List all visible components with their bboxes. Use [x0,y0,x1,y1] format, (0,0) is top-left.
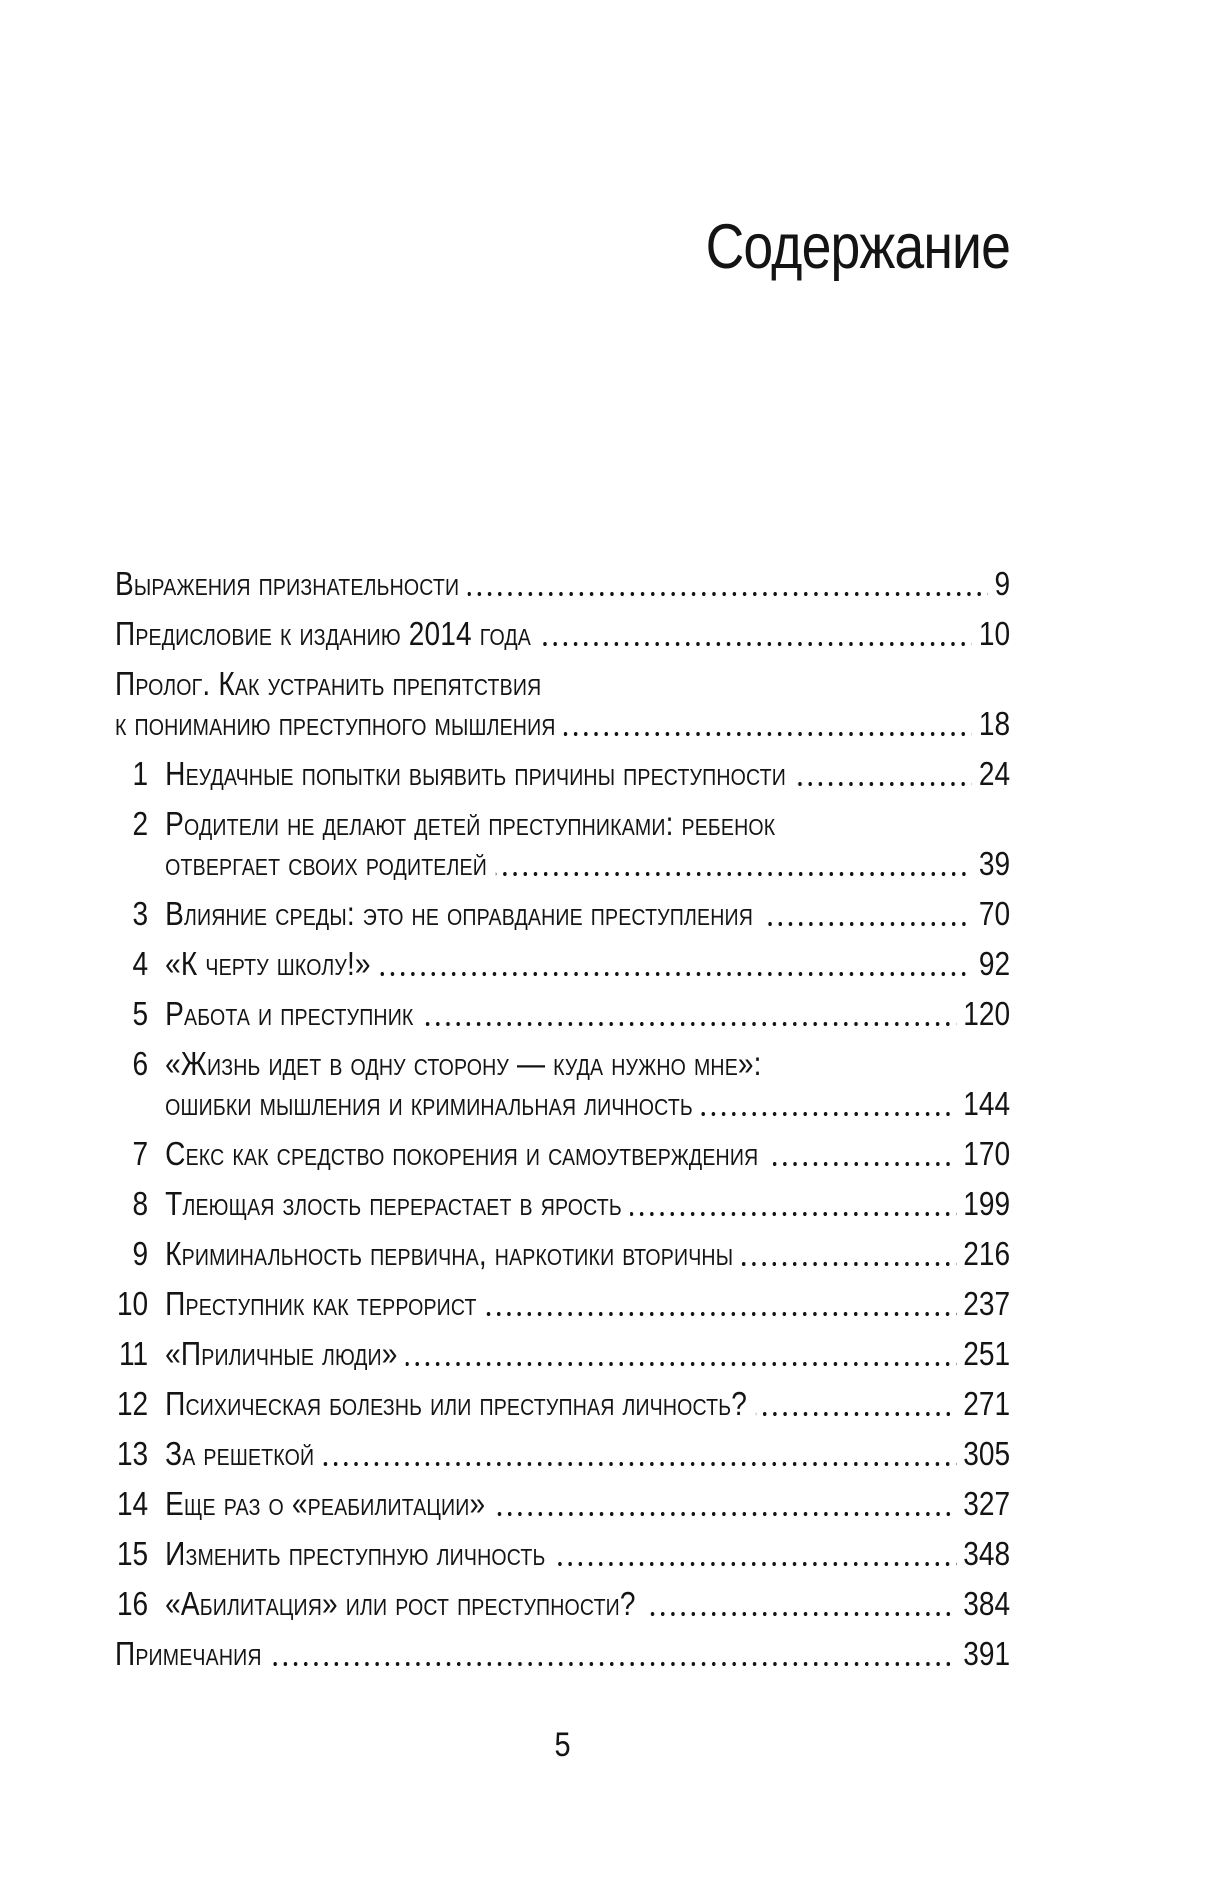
toc-entry [115,1584,1010,1624]
toc-entry-page-number: 144 [963,1085,1011,1122]
dot-leader [379,972,972,976]
toc-line [115,1334,1010,1374]
toc-line [115,944,1010,984]
toc-line [115,1284,1010,1324]
dot-leader [630,1212,956,1216]
page-content [115,0,1010,1765]
toc-line [115,994,1010,1034]
toc-entry-page-number: 199 [963,1185,1011,1222]
toc-line [115,1434,1010,1474]
toc-entry-page-number: 391 [963,1635,1011,1672]
dot-leader [495,872,972,876]
dot-leader [756,1412,957,1416]
toc-entry-title: Неудачные попытки выявить причины преступности [165,755,787,792]
toc-line [115,754,1010,794]
toc-entry [115,1534,1010,1574]
dot-leader [554,1562,956,1566]
toc-entry-title: Родители не делают детей преступниками: ребенок [165,805,776,842]
toc-entry-title: Преступник как террорист [165,1285,477,1322]
toc-entry-number: 9 [132,1235,149,1272]
dot-leader [795,782,973,786]
toc-line [115,1584,1010,1624]
toc-entry-number: 6 [132,1045,149,1082]
toc-line [115,1184,1010,1224]
toc-entry-title: Тлеющая злость перерастает в ярость [165,1185,622,1222]
toc-entry-title: Психическая болезнь или преступная личность? [165,1385,748,1422]
toc-entry [115,664,1010,744]
toc-entry [115,1634,1010,1674]
dot-leader [323,1462,957,1466]
toc-entry [115,1234,1010,1274]
table-of-contents [115,564,1010,1674]
dot-leader [762,922,973,926]
toc-entry-title-continuation: ошибки мышления и криминальная личность [165,1085,693,1122]
toc-entry-number: 8 [132,1185,149,1222]
dot-leader [701,1112,956,1116]
toc-line [115,844,1010,884]
toc-entry [115,614,1010,654]
toc-line [115,564,1010,604]
toc-entry-page-number: 170 [963,1135,1011,1172]
toc-entry-title: «Жизнь идет в одну сторону — куда нужно мне»: [165,1045,762,1082]
toc-entry-page-number: 327 [963,1485,1011,1522]
toc-line [115,1234,1010,1274]
dot-leader [540,642,973,646]
toc-entry-page-number: 120 [963,995,1011,1032]
toc-entry-number: 2 [132,805,149,842]
toc-entry-page-number: 237 [963,1285,1011,1322]
toc-line [115,1384,1010,1424]
toc-entry [115,1044,1010,1124]
toc-entry-page-number: 384 [963,1585,1011,1622]
toc-entry-title: Секс как средство покорения и самоутверждения [165,1135,759,1172]
toc-line [115,894,1010,934]
page-number-footer: 5 [554,1726,571,1764]
toc-entry-number: 5 [132,995,149,1032]
toc-entry-number: 14 [116,1485,149,1522]
toc-entry-page-number: 305 [963,1435,1011,1472]
toc-entry [115,944,1010,984]
toc-line [115,1044,1010,1084]
toc-entry-title: «Приличные люди» [165,1335,398,1372]
toc-entry-title: Примечания [115,1635,262,1672]
toc-entry-page-number: 216 [963,1235,1011,1272]
toc-entry-title: Предисловие к изданию 2014 года [115,615,532,652]
toc-entry-number: 4 [132,945,149,982]
toc-entry-number: 7 [132,1135,149,1172]
dot-leader [422,1022,956,1026]
dot-leader [485,1312,956,1316]
toc-entry [115,1334,1010,1374]
toc-entry-title: Выражения признательности [115,565,460,602]
toc-entry-title: Изменить преступную личность [165,1535,546,1572]
toc-entry-title: Влияние среды: это не оправдание преступления [165,895,754,932]
toc-entry-title: За решеткой [165,1435,315,1472]
toc-line [115,1634,1010,1674]
dot-leader [767,1162,957,1166]
toc-entry-page-number: 70 [978,895,1011,932]
toc-line [115,1084,1010,1124]
toc-entry-title: «Абилитация» или рост преступности? [165,1585,636,1622]
toc-entry [115,1484,1010,1524]
toc-entry-page-number: 9 [994,565,1011,602]
toc-entry-title: Работа и преступник [165,995,414,1032]
dot-leader [494,1512,957,1516]
toc-line [115,704,1010,744]
toc-entry-title: Криминальность первична, наркотики вторичны [165,1235,734,1272]
toc-entry [115,994,1010,1034]
toc-entry [115,1384,1010,1424]
dot-leader [742,1262,957,1266]
toc-entry-title-continuation: к пониманию преступного мышления [115,705,556,742]
dot-leader [270,1662,956,1666]
toc-entry [115,754,1010,794]
toc-entry-number: 1 [132,755,149,792]
toc-entry-number: 10 [116,1285,149,1322]
toc-entry-page-number: 24 [978,755,1011,792]
toc-entry [115,1434,1010,1474]
toc-entry-title: Пролог. Как устранить препятствия [115,665,542,702]
toc-entry-page-number: 39 [978,845,1011,882]
toc-entry-page-number: 18 [978,705,1011,742]
toc-line [115,614,1010,654]
dot-leader [468,592,988,596]
page-title: Содержание [705,212,1011,282]
toc-entry [115,894,1010,934]
toc-entry-title: «К черту школу!» [165,945,371,982]
toc-entry [115,1134,1010,1174]
toc-entry [115,804,1010,884]
toc-entry-page-number: 92 [978,945,1011,982]
toc-line [115,1534,1010,1574]
toc-entry-number: 3 [132,895,149,932]
toc-entry-number: 15 [116,1535,149,1572]
toc-entry [115,564,1010,604]
toc-entry-number: 11 [119,1335,149,1372]
dot-leader [406,1362,956,1366]
toc-entry [115,1284,1010,1324]
dot-leader [564,732,972,736]
toc-entry-title: Еще раз о «реабилитации» [165,1485,486,1522]
toc-line [115,804,1010,844]
toc-entry-page-number: 10 [978,615,1011,652]
toc-entry-number: 13 [116,1435,149,1472]
toc-entry-number: 12 [116,1385,149,1422]
toc-entry-page-number: 271 [963,1385,1011,1422]
toc-entry-page-number: 348 [963,1535,1011,1572]
toc-entry-number: 16 [116,1585,149,1622]
toc-entry [115,1184,1010,1224]
dot-leader [644,1612,956,1616]
toc-line [115,664,1010,704]
toc-entry-page-number: 251 [963,1335,1011,1372]
toc-line [115,1484,1010,1524]
toc-entry-title-continuation: отвергает своих родителей [165,845,487,882]
toc-line [115,1134,1010,1174]
